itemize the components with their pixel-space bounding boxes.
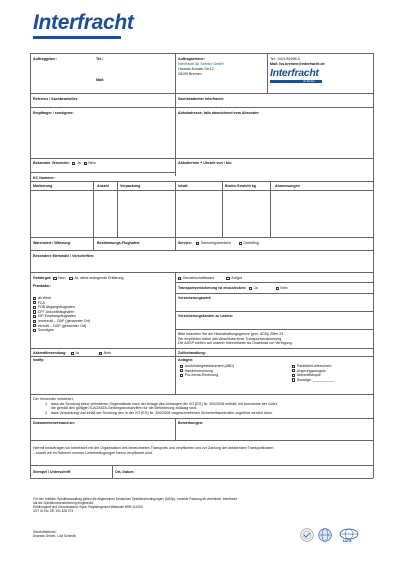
col-anzahl: Anzahl (97, 184, 109, 188)
versicherungswert-label: Versicherungswert: (178, 296, 212, 300)
iata-logo: IATA (337, 527, 361, 543)
anlagen-item: Handelsrechnung (180, 369, 234, 374)
tel-label: Tel.: (96, 57, 104, 61)
col-markierung: Markierung (33, 184, 53, 188)
brand-logo-bar (33, 36, 121, 39)
anlagen-item: Pro-forma-Rechnung (180, 373, 234, 378)
brand-tagline: Air Service (303, 79, 315, 83)
direkt-checkbox[interactable] (239, 242, 242, 245)
referenz-label: Referenz / Sachbearbeiter: (33, 97, 79, 101)
anlagen-left (180, 364, 234, 378)
ort-datum-label: Ort, Datum (115, 470, 134, 474)
empfaenger-label: Empfänger / consignee: (33, 111, 74, 115)
frankatur-list (33, 296, 90, 333)
frankatur-checkbox[interactable] (33, 310, 36, 313)
anlagen-checkbox[interactable] (180, 374, 183, 377)
zoll-label: Zollbehandlung: (178, 351, 206, 355)
besondere-label: Besondere Merkmale / Vorschriften: (33, 254, 95, 258)
anlagen-checkbox[interactable] (180, 365, 183, 368)
footer-text: Für den erteilten Speditionsauftrag gelten die Allgemeinen Deutschen Spediteurbedingungen (ADSp), neueste Fassung ab vereinbart. Interfracht hat die Speditionsversicherung eingedeckt. Erfüllungsort und Gerichtsstand: Syke; Registergericht Walsrode HRB 111300 UST ID No. DE 191 428 274 (33, 497, 238, 514)
frankatur-checkbox[interactable] (33, 320, 36, 323)
frankatur-checkbox[interactable] (33, 324, 36, 327)
auftraggeber-label: Auftraggeber: (33, 57, 57, 61)
frankatur-item: verzollt – DDP (genannter Ort) (33, 324, 90, 329)
versender-erklaerung: Der Versender versichert, 1. dass die Sendung keine verbotenen Gegenstände nach der Anlage des Anhanges der VO (EG) Nr. 300/2008 enthält, mit Ausnahme der Güter, die gemäß den gültigen ICAO/IATA-Gefahrgutvorschriften für die Beförderung zulässig sind. 2. dass Verpackung und Inhalt der Sendung den in der VO (EG) Nr. 300/2008 vorgeschriebenen Sicherheitskontrollen zugeführt werden kann. (33, 397, 278, 415)
gefahrgut-row: Gefahrgut: Nein Ja, siehe anliegende Erklärung (33, 276, 124, 280)
auftragnehmer-label: Auftragnehmer: (178, 57, 205, 61)
anlagen-item: Packliste/Lieferschein (292, 364, 335, 369)
anlagen-item: Sonstige: ___________ (292, 378, 335, 383)
gemein-checkbox[interactable] (178, 277, 181, 280)
haftung-hinweis: Bitte beachten Sie die Höchsthaftungsgrenze gem. ADSp Ziffer 23. Wir empfehlen daher den Abschluss einer Transportversicherung. Die ADSP stehen auf unserer Internetseite als Download zur Verfügung. (178, 332, 293, 346)
anlagen-checkbox[interactable] (292, 365, 295, 368)
bemerkungen-label: Bemerkungen: (178, 421, 204, 425)
anlagen-label: Anlagen: (178, 358, 194, 362)
frankatur-item: unverzollt – DAP (genannter Ort) (33, 319, 90, 324)
anlagen-checkbox[interactable] (292, 374, 295, 377)
anlagen-checkbox[interactable] (292, 369, 295, 372)
company-name: Interfracht Air Service GmbH (178, 62, 224, 66)
anlagen-right (292, 364, 335, 382)
frankatur-checkbox[interactable] (33, 301, 36, 304)
anlagen-item: Ausfuhrbegleitdokument (ABD) (180, 364, 234, 369)
bestimmung-label: Bestimmungs-Flughafen: (97, 241, 141, 245)
company-city: 28199 Bremen (178, 72, 202, 76)
geschaeftsfuehrer: Geschäftsführer: Andreas Grimm, Lutz Schmidt (33, 530, 76, 539)
bekannter-nein-checkbox[interactable] (84, 162, 87, 165)
akkreditiv-nein-checkbox[interactable] (99, 352, 102, 355)
frankatur-checkbox[interactable] (33, 306, 36, 309)
frankatur-item: CIP Empfangsflughafen (33, 314, 90, 319)
anlagen-checkbox[interactable] (180, 369, 183, 372)
frankatur-item: Sonstiges: (33, 328, 90, 333)
zollgut-checkbox[interactable] (226, 277, 229, 280)
notify-label: Notify: (33, 358, 45, 362)
an-tel: Tel.: 0421/52996-0 (270, 57, 300, 61)
frankatur-checkbox[interactable] (33, 329, 36, 332)
gefahrgut-ja-checkbox[interactable] (69, 277, 72, 280)
frankatur-item: FCA (33, 301, 90, 306)
auftrag-erklaerung: Hiermit beauftragen wir Interfracht mit der Organisation des bezeichneten Transports und verpflichten uns zur Zahlung der anfallenden Transportkosten – soweit wir im Rahmen unserer Lieferbedingungen hierzu verpflichtet sind. (33, 446, 274, 455)
stempel-label: Stempel / Unterschrift (33, 470, 71, 474)
award-seal-icon (300, 528, 314, 542)
bekannter-versender: Bekannter Versender: Ja Nein (33, 161, 96, 165)
col-abmessungen: Abmessungen (275, 184, 300, 188)
versicherungskosten-label: Versicherungskosten zu Lasten: (178, 314, 234, 318)
company-street: Hannah-Kunath-Str.12 (178, 67, 214, 71)
brand-logo-small: Interfracht (270, 67, 319, 79)
gemein-row: Gemeinschaftsware Zollgut (178, 276, 242, 281)
anlagen-checkbox[interactable] (292, 378, 295, 381)
brand-logo: Interfracht (33, 11, 134, 34)
frankatur-checkbox[interactable] (33, 315, 36, 318)
abholtermin-label: Abholtermin + Uhrzeit von / bis: (178, 161, 233, 165)
frankatur-item: ab Werk (33, 296, 90, 301)
service-row: Service: Sammelgutverkehr Direktflug (178, 241, 259, 245)
col-verpackung: Verpackung (120, 184, 141, 188)
mail-label: Mail: (96, 78, 105, 82)
anlagen-item: Akkreditivkopie (292, 373, 335, 378)
frankatur-item: FOB Abgangsflughafen (33, 305, 90, 310)
col-inhalt: Inhalt (178, 184, 188, 188)
dokumente-label: Dokumentenversand an: (33, 421, 75, 425)
frankatur-item: CPT Ankunftsflughafen (33, 310, 90, 315)
transport-row: Transportversicherung ist einzudecken: Ja Nein (178, 286, 288, 290)
abholadresse-label: Abholadresse, falls abweichend vom Absender: (178, 111, 260, 115)
sammel-checkbox[interactable] (196, 242, 199, 245)
col-brutto: Brutto Gewicht kg (225, 184, 256, 188)
frankatur-label: Frankatur: (33, 284, 51, 288)
anlagen-item: Ursprungszeugnis (292, 369, 335, 374)
akkreditiv-row: Akkreditivsendung: Ja Nein (33, 351, 112, 355)
gefahrgut-nein-checkbox[interactable] (53, 277, 56, 280)
bekannter-ja-checkbox[interactable] (72, 162, 75, 165)
frankatur-checkbox[interactable] (33, 297, 36, 300)
globe-icon (318, 528, 332, 542)
kc-label: KC Nummer: (33, 176, 55, 180)
an-mail: Mail: iss.bremen@interfracht.de (270, 62, 325, 66)
warenwert-label: Warenwert / Währung: (33, 241, 72, 245)
sachbearbeiter-label: Sachbearbeiter Interfracht: (178, 97, 224, 101)
transport-nein-checkbox[interactable] (276, 287, 279, 290)
transport-ja-checkbox[interactable] (249, 287, 252, 290)
akkreditiv-ja-checkbox[interactable] (71, 352, 74, 355)
